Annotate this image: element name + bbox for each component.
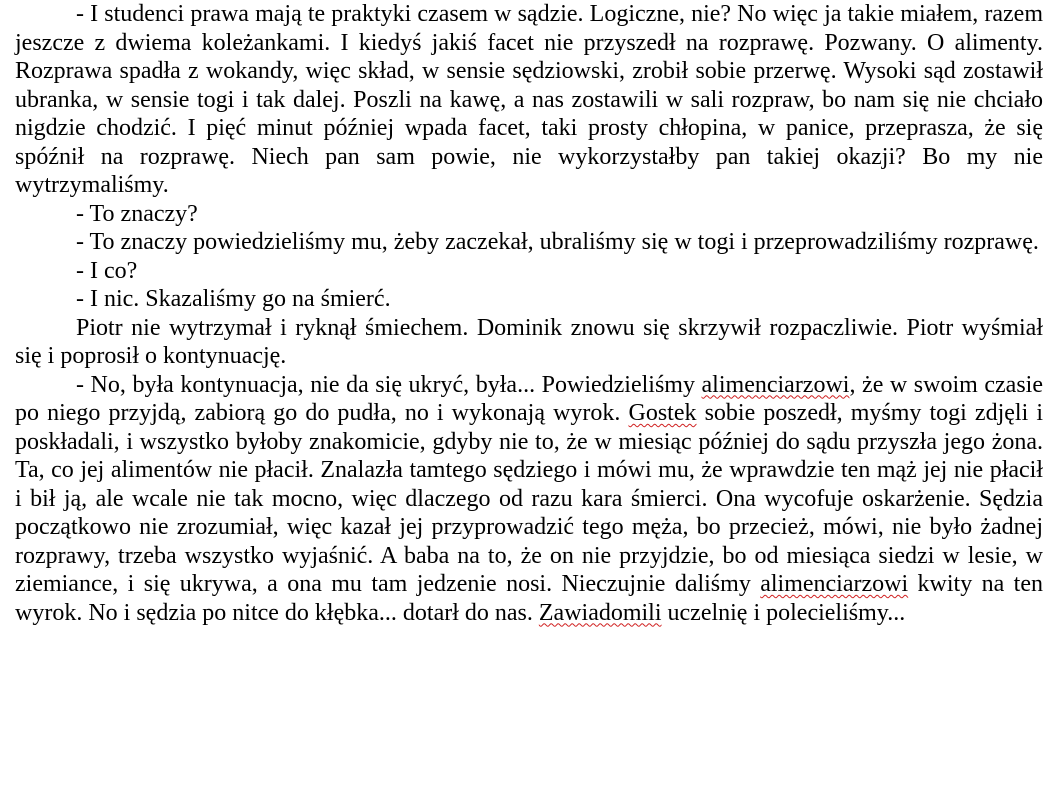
misspelled-word[interactable]: Zawiadomili	[538, 599, 662, 626]
text-run: , że w swoim czasie po niego przyjdą, zabiorą go do pudła, no i wykonają wyrok.	[15, 371, 1043, 426]
text-run: - No, była kontynuacja, nie da się ukryć, była... Powiedzieliśmy	[76, 371, 702, 398]
text-run: uczelnię i polecieliśmy...	[661, 599, 906, 626]
misspelled-word[interactable]: alimenciarzowi	[760, 571, 909, 597]
paragraph	[15, 0, 1043, 200]
paragraph	[15, 285, 1043, 314]
paragraph	[15, 200, 1043, 229]
text-run: - I co?	[76, 257, 138, 284]
text-run: sobie poszedł, myśmy togi zdjęli i poskładali, i wszystko byłoby znakomicie, gdyby nie to, że w miesiąc później do sądu przyszła jego żona. Ta, co jej alimentów nie płacił. Znalazła tamtego sędziego i mówi mu, że wprawdzie ten mąż jej nie płacił i bił ją, ale wcale nie tak mocno, więc dlaczego od razu kara śmierci. Ona wycofuje oskarżenie. Sędzia początkowo nie zrozumiał, więc kazał jej przyprowadzić tego męża, bo przecież, mówi, nie było żadnej rozprawy, trzeba wszystko wyjaśnić. A baba na to, że on nie przyjdzie, bo od miesiąca siedzi w lesie, w ziemiance, i się ukrywa, a ona mu tam jedzenie nosi. Nieczujnie daliśmy	[15, 400, 1043, 597]
paragraph	[15, 257, 1043, 286]
paragraph	[15, 314, 1043, 371]
text-run: - To znaczy?	[76, 200, 198, 227]
text-run: kwity na ten wyrok. No i sędzia po nitce do kłębka... dotarł do nas.	[15, 571, 1043, 626]
paragraph	[15, 228, 1043, 257]
text-run: - I nic. Skazaliśmy go na śmierć.	[76, 286, 391, 312]
text-run: Piotr nie wytrzymał i ryknął śmiechem. Dominik znowu się skrzywił rozpaczliwie. Piotr wyśmiał się i poprosił o kontynuację.	[15, 314, 1043, 369]
text-run: - I studenci prawa mają te praktyki czasem w sądzie. Logiczne, nie? No więc ja takie miałem, razem jeszcze z dwiema koleżankami. I kiedyś jakiś facet nie przyszedł na rozprawę. Pozwany. O alimenty. Rozprawa spadła z wokandy, więc skład, w sensie sędziowski, zrobił sobie przerwę. Wysoki sąd zostawił ubranka, w sensie togi i tak dalej. Poszli na kawę, a nas zostawili w sali rozpraw, bo nam się nie chciało nigdzie chodzić. I pięć minut później wpada facet, taki prosty chłopina, w panice, przeprasza, że się spóźnił na rozprawę. Niech pan sam powie, nie wykorzystałby pan takiej okazji? Bo my nie wytrzymaliśmy.	[15, 1, 1043, 198]
misspelled-word[interactable]: alimenciarzowi	[701, 371, 850, 398]
paragraph	[15, 371, 1043, 628]
text-run: - To znaczy powiedzieliśmy mu, żeby zaczekał, ubraliśmy się w togi i przeprowadziliśmy rozprawę.	[76, 229, 1039, 255]
misspelled-word[interactable]: Gostek	[628, 400, 697, 426]
